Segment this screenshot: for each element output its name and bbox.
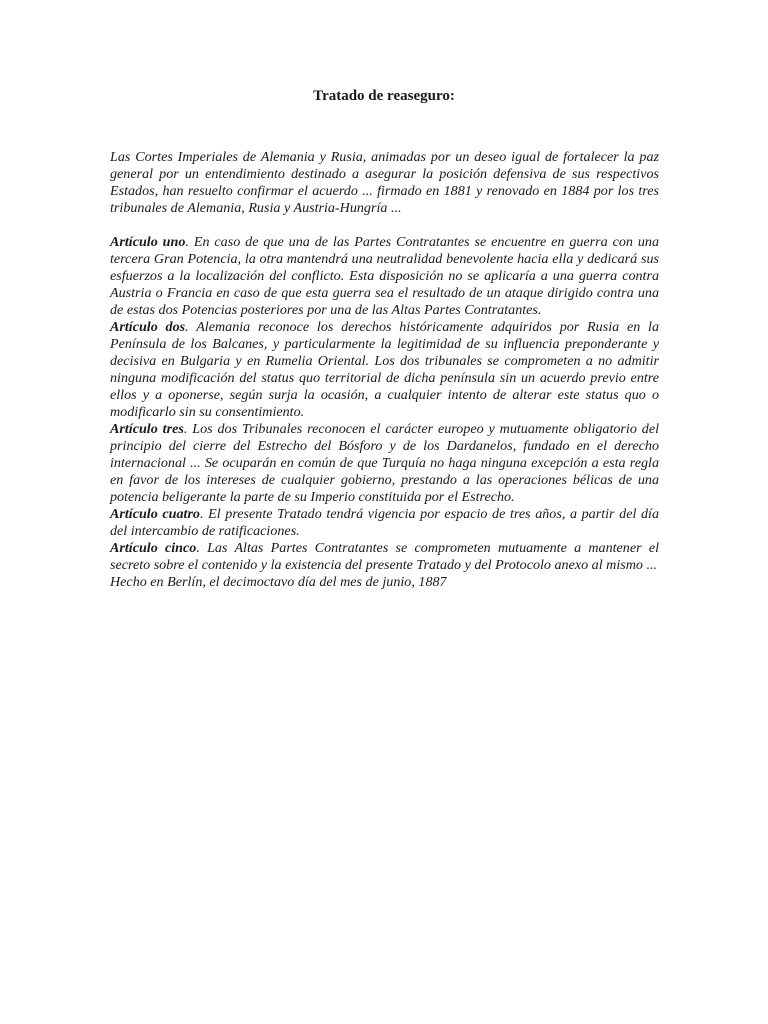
document-title: Tratado de reaseguro: xyxy=(313,88,455,104)
article-three xyxy=(110,421,659,506)
article-two-text: . Alemania reconoce los derechos históricamente adquiridos por Rusia en la Península de los Balcanes, y particularmente la legitimidad de su influencia preponderante y decisiva en Bulgaria y en Rumelia Oriental. Los dos tribunales se comprometen a no admitir ninguna modificación del status quo territorial de dicha península sin un acuerdo previo entre ellos y a oponerse, según surja la ocasión, a cualquier intento de alterar este status quo o modificarlo sin su consentimiento. xyxy=(110,319,659,420)
article-one-heading: Artículo uno xyxy=(110,234,186,250)
document-body xyxy=(110,149,659,591)
intro-paragraph: Las Cortes Imperiales de Alemania y Rusia, animadas por un deseo igual de fortalecer la paz general por un entendimiento destinado a asegurar la posición defensiva de sus respectivos Estados, han resuelto confirmar el acuerdo ... firmado en 1881 y renovado en 1884 por los tres tribunales de Alemania, Rusia y Austria-Hungría ... xyxy=(110,149,659,216)
article-five-heading: Artículo cinco xyxy=(110,540,197,556)
article-two xyxy=(110,319,659,421)
article-five xyxy=(110,540,659,574)
article-three-heading: Artículo tres xyxy=(110,421,184,437)
article-one-text: . En caso de que una de las Partes Contratantes se encuentre en guerra con una tercera Gran Potencia, la otra mantendrá una neutralidad benevolente hacia ella y dedicará sus esfuerzos a la localización del conflicto. Esta disposición no se aplicaría a una guerra contra Austria o Francia en caso de que esta guerra sea el resultado de un ataque dirigido contra una de estas dos Potencias posteriores por una de las Altas Partes Contratantes. xyxy=(110,234,659,318)
article-four-heading: Artículo cuatro xyxy=(110,506,200,522)
article-three-text: . Los dos Tribunales reconocen el carácter europeo y mutuamente obligatorio del principio del cierre del Estrecho del Bósforo y de los Dardanelos, fundado en el derecho internacional ... Se ocuparán en común de que Turquía no haga ninguna excepción a esta regla en favor de los intereses de cualquier gobierno, prestando a las operaciones bélicas de una potencia beligerante la parte de su Imperio constituida por el Estrecho. xyxy=(110,421,659,505)
article-five-text: . Las Altas Partes Contratantes se comprometen mutuamente a mantener el secreto sobre el contenido y la existencia del presente Tratado y del Protocolo anexo al mismo ... xyxy=(110,540,659,573)
article-two-heading: Artículo dos xyxy=(110,319,186,335)
article-four xyxy=(110,506,659,540)
closing-line: Hecho en Berlín, el decimoctavo día del mes de junio, 1887 xyxy=(110,574,447,590)
article-four-text: . El presente Tratado tendrá vigencia por espacio de tres años, a partir del día del intercambio de ratificaciones. xyxy=(110,506,659,539)
article-one xyxy=(110,234,659,319)
